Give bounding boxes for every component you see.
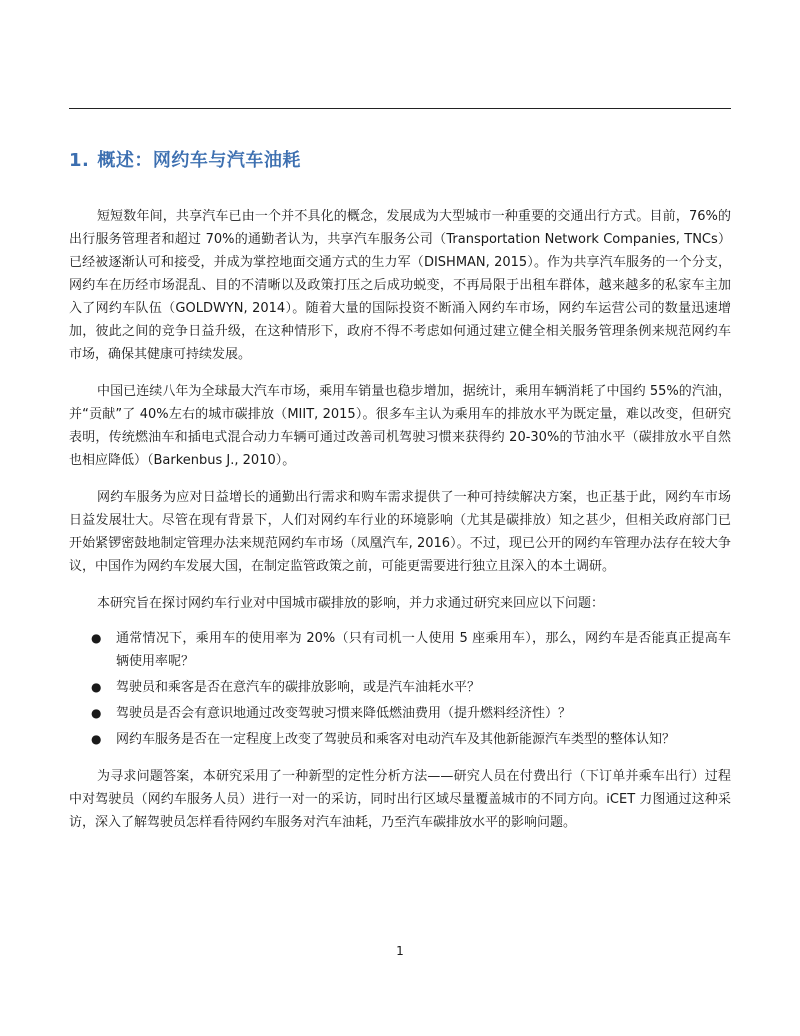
list-item (69, 728, 731, 751)
paragraph-china-market: 中国已连续八年为全球最大汽车市场，乘用车销量也稳步增加，据统计，乘用车辆消耗了中国约 55%的汽油，并“贡献”了 40%左右的城市碳排放（MIIT, 2015）。很多车主认为乘用车的排放水平为既定量，难以改变，但研究表明，传统燃油车和插电式混合动力车辆可通过改善司机驾驶习惯来获得约 20-30%的节油水平（碳排放水平自然也相应降低）（Barkenbus J., 2010）。 (69, 384, 731, 468)
paragraph-research-aim: 本研究旨在探讨网约车行业对中国城市碳排放的影响，并力求通过研究来回应以下问题： (97, 596, 605, 611)
list-item (69, 676, 731, 699)
section-title: 概述：网约车与汽车油耗 (97, 150, 301, 171)
bullet-icon: ● (91, 680, 102, 694)
section-heading (69, 146, 301, 172)
paragraph-method: 为寻求问题答案，本研究采用了一种新型的定性分析方法——研究人员在付费出行（下订单并乘车出行）过程中对驾驶员（网约车服务人员）进行一对一的采访，同时出行区域尽量覆盖城市的不同方向。iCET 力图通过这种采访，深入了解驾驶员怎样看待网约车服务对汽车油耗，乃至汽车碳排放水平的影响问题。 (69, 769, 731, 830)
question-text: 网约车服务是否在一定程度上改变了驾驶员和乘客对电动汽车及其他新能源汽车类型的整体认知？ (116, 732, 676, 747)
question-text: 通常情况下，乘用车的使用率为 20%（只有司机一人使用 5 座乘用车），那么，网约车是否能真正提高车辆使用率呢？ (116, 631, 731, 669)
bullet-icon: ● (91, 706, 102, 720)
paragraph-ride-hailing: 网约车服务为应对日益增长的通勤出行需求和购车需求提供了一种可持续解决方案，也正基于此，网约车市场日益发展壮大。尽管在现有背景下，人们对网约车行业的环境影响（尤其是碳排放）知之甚少，但相关政府部门已开始紧锣密鼓地制定管理办法来规范网约车市场（凤凰汽车, 2016）。不过，现已公开的网约车管理办法存在较大争议，中国作为网约车发展大国，在制定监管政策之前，可能更需要进行独立且深入的本土调研。 (69, 490, 731, 574)
section-number: 1. (69, 150, 90, 171)
header-rule (69, 108, 731, 109)
list-item (69, 702, 731, 725)
bullet-icon: ● (91, 631, 102, 645)
list-item (69, 627, 731, 673)
question-list (69, 627, 731, 751)
question-text: 驾驶员和乘客是否在意汽车的碳排放影响，或是汽车油耗水平？ (116, 680, 481, 695)
bullet-icon: ● (91, 732, 102, 746)
document-body (69, 205, 731, 848)
page-number: 1 (396, 944, 404, 958)
question-text: 驾驶员是否会有意识地通过改变驾驶习惯来降低燃油费用（提升燃料经济性）？ (116, 706, 572, 721)
paragraph-intro: 短短数年间，共享汽车已由一个并不具化的概念，发展成为大型城市一种重要的交通出行方式。目前，76%的出行服务管理者和超过 70%的通勤者认为，共享汽车服务公司（Transportation Network Companies, TNCs）已经被逐渐认可和接受，并成为掌控地面交通方式的生力军（DISHMAN, 2015）。作为共享汽车服务的一个分支，网约车在历经市场混乱、目的不清晰以及政策打压之后成功蜕变，不再局限于出租车群体，越来越多的私家车主加入了网约车队伍（GOLDWYN, 2014）。随着大量的国际投资不断涌入网约车市场，网约车运营公司的数量迅速增加，彼此之间的竞争日益升级，在这种情形下，政府不得不考虑如何通过建立健全相关服务管理条例来规范网约车市场，确保其健康可持续发展。 (69, 209, 731, 362)
